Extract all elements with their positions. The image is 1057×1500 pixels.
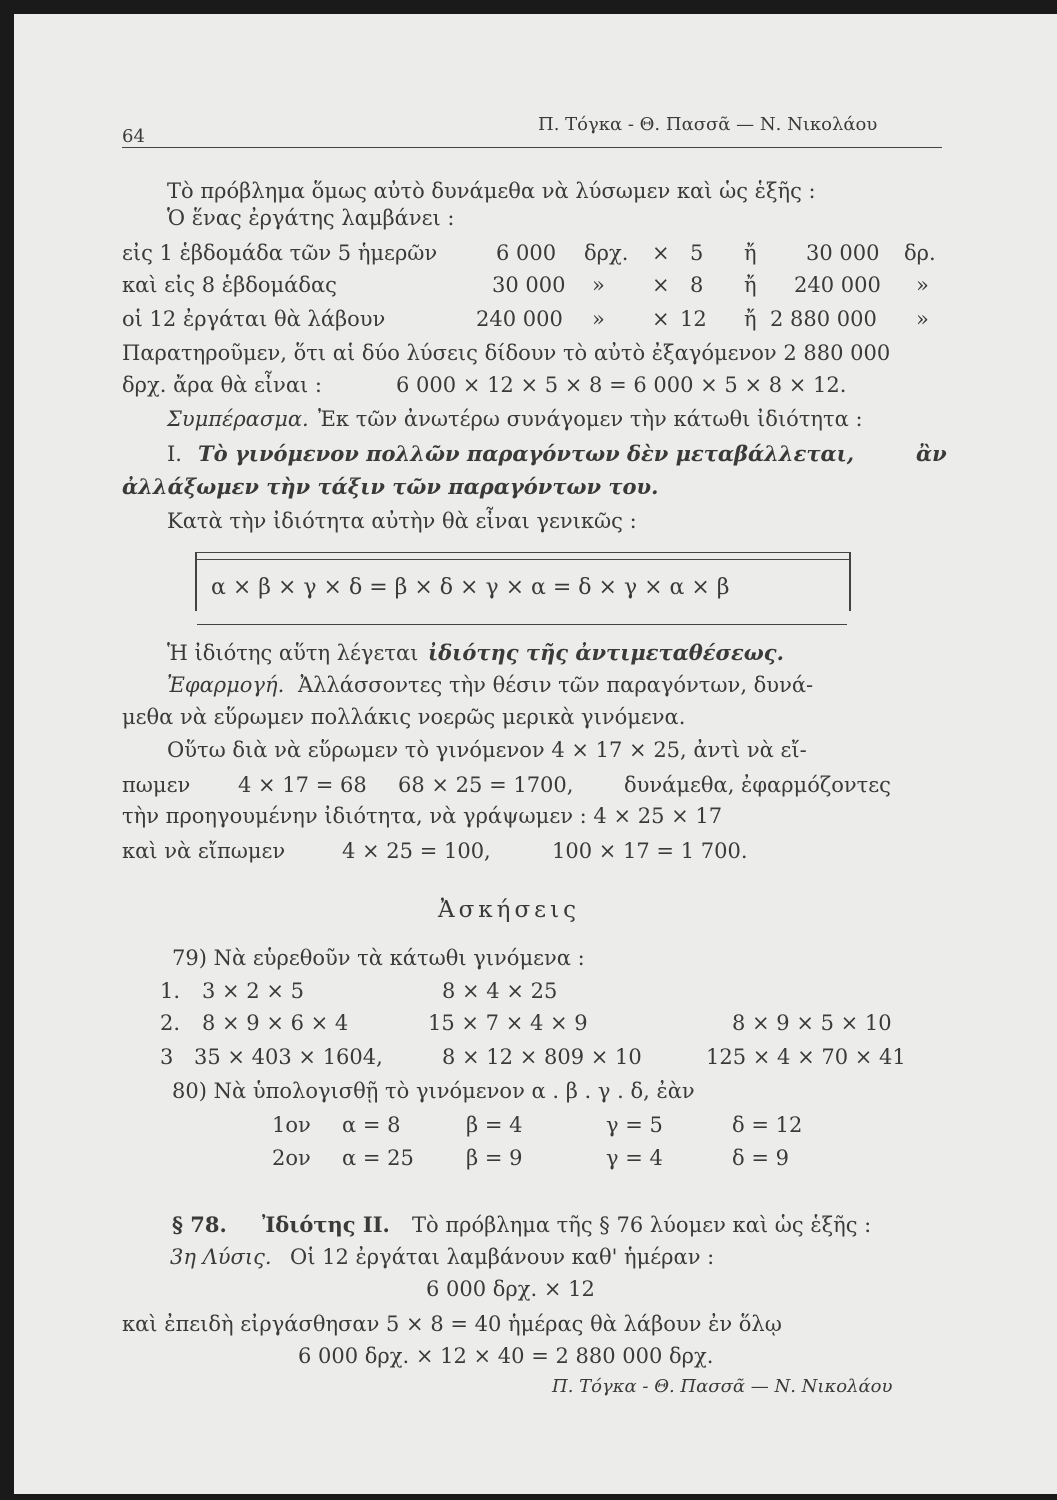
calc-eq: ἤ <box>744 241 757 265</box>
rule-line-1: Τὸ γινόμενον πολλῶν παραγόντων δὲν μεταβάλλεται, <box>198 441 855 466</box>
application-line-6c: 100 × 17 = 1 700. <box>552 839 748 863</box>
rule-line-2: ἀλλάξωμεν τὴν τάξιν τῶν παραγόντων του. <box>122 474 659 499</box>
exercises-title: Ἀσκήσεις <box>438 897 580 923</box>
page-number: 64 <box>122 126 145 147</box>
calc-label: εἰς 1 ἑβδομάδα τῶν 5 ἡμερῶν <box>122 241 438 265</box>
exercise-item: 8 × 4 × 25 <box>442 979 558 1003</box>
calc-op: × <box>652 307 670 331</box>
calc-factor: 8 <box>690 273 704 297</box>
solution-text: Οἱ 12 ἐργάται λαμβάνουν καθ' ἡμέραν : <box>290 1245 715 1269</box>
application-line-6b: 4 × 25 = 100, <box>342 839 491 863</box>
calc-result-unit: » <box>916 307 929 331</box>
calc-amount: 30 000 <box>492 273 566 297</box>
exercise-item: α = 25 <box>342 1146 414 1170</box>
exercise-row-number: 2ον <box>272 1146 311 1170</box>
calc-result: 2 880 000 <box>770 307 877 331</box>
calc-unit: δρχ. <box>584 241 629 265</box>
application-line-6a: καὶ νὰ εἴπωμεν <box>122 839 286 863</box>
calc-result-unit: » <box>916 273 929 297</box>
calc-result: 30 000 <box>806 241 880 265</box>
formula-box-inner-rule <box>197 559 849 560</box>
property-text: Ἡ ἰδιότης αὕτη λέγεται <box>167 641 419 665</box>
conclusion-text: Ἐκ τῶν ἀνωτέρω συνάγομεν τὴν κάτωθι ἰδιότητα : <box>318 407 863 431</box>
property-name: ἰδιότης τῆς ἀντιμεταθέσεως. <box>428 640 784 665</box>
exercise-79-intro: 79) Νὰ εὑρεθοῦν τὰ κάτωθι γινόμενα : <box>172 946 585 970</box>
application-line-5: τὴν προηγουμένην ἰδιότητα, νὰ γράψωμεν : 4 × 25 × 17 <box>122 804 723 828</box>
exercise-row-number: 1ον <box>272 1113 311 1137</box>
application-line-1: Ἀλλάσσοντες τὴν θέσιν τῶν παραγόντων, δυνά- <box>298 673 814 697</box>
intro-line-2: Ὁ ἕνας ἐργάτης λαμβάνει : <box>167 206 455 230</box>
calc-result: 240 000 <box>794 273 881 297</box>
exercise-item: 3 × 2 × 5 <box>202 979 304 1003</box>
section-78-number: § 78. <box>172 1212 227 1237</box>
exercise-item: α = 8 <box>342 1113 401 1137</box>
application-line-4a: πωμεν <box>122 773 191 797</box>
calc-factor: 5 <box>690 241 704 265</box>
calc-op: × <box>652 241 670 265</box>
exercise-item: β = 9 <box>466 1146 523 1170</box>
rule-line-1-end: ἂν <box>916 441 947 466</box>
observe-line-1: Παρατηροῦμεν, ὅτι αἱ δύο λύσεις δίδουν τὸ αὐτὸ ἐξαγόμενον 2 880 000 <box>122 341 891 365</box>
calc-eq: ἤ <box>744 307 757 331</box>
exercise-item: 35 × 403 × 1604, <box>194 1045 383 1069</box>
exercise-item: γ = 5 <box>606 1113 663 1137</box>
application-line-4d: δυνάμεθα, ἐφαρμόζοντες <box>624 773 891 797</box>
calc-label: οἱ 12 ἐργάται θὰ λάβουν <box>122 307 386 331</box>
application-line-4b: 4 × 17 = 68 <box>238 773 367 797</box>
calc-amount: 6 000 <box>496 241 557 265</box>
formula-box-bottom-rule <box>197 624 847 625</box>
general-line: Κατὰ τὴν ἰδιότητα αὐτὴν θὰ εἶναι γενικῶς : <box>167 509 637 533</box>
observe-line-2b: 6 000 × 12 × 5 × 8 = 6 000 × 5 × 8 × 12. <box>396 373 847 397</box>
application-line-2: μεθα νὰ εὕρωμεν πολλάκις νοερῶς μερικὰ γινόμενα. <box>122 705 686 729</box>
application-label: Ἐφαρμογή. <box>167 673 285 697</box>
exercise-item: 8 × 9 × 5 × 10 <box>732 1011 892 1035</box>
solution-line-a: 6 000 δρχ. × 12 <box>426 1277 595 1301</box>
exercise-item: β = 4 <box>466 1113 523 1137</box>
calc-amount: 240 000 <box>476 307 563 331</box>
rule-number: Ι. <box>167 442 182 466</box>
calc-unit: » <box>592 307 605 331</box>
exercise-item: 8 × 12 × 809 × 10 <box>442 1045 642 1069</box>
exercise-80-intro: 80) Νὰ ὑπολογισθῇ τὸ γινόμενον α . β . γ . δ, ἐὰν <box>172 1079 695 1103</box>
exercise-item: γ = 4 <box>606 1146 663 1170</box>
exercise-item: 15 × 7 × 4 × 9 <box>428 1011 588 1035</box>
calc-eq: ἤ <box>744 273 757 297</box>
exercise-row-number: 2. <box>160 1011 181 1035</box>
header-authors: Π. Τόγκα - Θ. Πασσᾶ — Ν. Νικολάου <box>538 114 878 135</box>
application-line-3: Οὕτω διὰ νὰ εὕρωμεν τὸ γινόμενον 4 × 17 × 25, ἀντὶ νὰ εἴ- <box>167 738 807 762</box>
exercise-row-number: 3 <box>160 1045 174 1069</box>
calc-factor: 12 <box>680 307 707 331</box>
application-line-4c: 68 × 25 = 1700, <box>398 773 574 797</box>
calc-unit: » <box>592 273 605 297</box>
calc-op: × <box>652 273 670 297</box>
intro-line-1: Τὸ πρόβλημα ὅμως αὐτὸ δυνάμεθα νὰ λύσωμεν καὶ ὡς ἑξῆς : <box>167 179 816 203</box>
section-78-title: Ἰδιότης ΙΙ. <box>262 1212 390 1237</box>
formula-box <box>195 552 851 611</box>
exercise-item: 125 × 4 × 70 × 41 <box>706 1045 906 1069</box>
exercise-row-number: 1. <box>160 979 181 1003</box>
solution-line-c: 6 000 δρχ. × 12 × 40 = 2 880 000 δρχ. <box>298 1344 714 1368</box>
calc-label: καὶ εἰς 8 ἑβδομάδας <box>122 273 337 297</box>
commutative-formula: α × β × γ × δ = β × δ × γ × α = δ × γ × α × β <box>211 575 730 600</box>
solution-label: 3η Λύσις. <box>170 1245 272 1269</box>
exercise-item: 8 × 9 × 6 × 4 <box>202 1011 349 1035</box>
footer-signature: Π. Τόγκα - Θ. Πασσᾶ — Ν. Νικολάου <box>552 1376 893 1397</box>
exercise-item: δ = 12 <box>732 1113 803 1137</box>
conclusion-label: Συμπέρασμα. <box>167 407 309 431</box>
header-rule <box>122 147 942 148</box>
exercise-item: δ = 9 <box>732 1146 789 1170</box>
solution-line-b: καὶ ἐπειδὴ εἰργάσθησαν 5 × 8 = 40 ἡμέρας θὰ λάβουν ἐν ὅλῳ <box>122 1312 782 1336</box>
section-78-text: Τὸ πρόβλημα τῆς § 76 λύομεν καὶ ὡς ἑξῆς : <box>412 1213 872 1237</box>
observe-line-2a: δρχ. ἄρα θὰ εἶναι : <box>122 373 322 397</box>
calc-result-unit: δρ. <box>904 241 936 265</box>
